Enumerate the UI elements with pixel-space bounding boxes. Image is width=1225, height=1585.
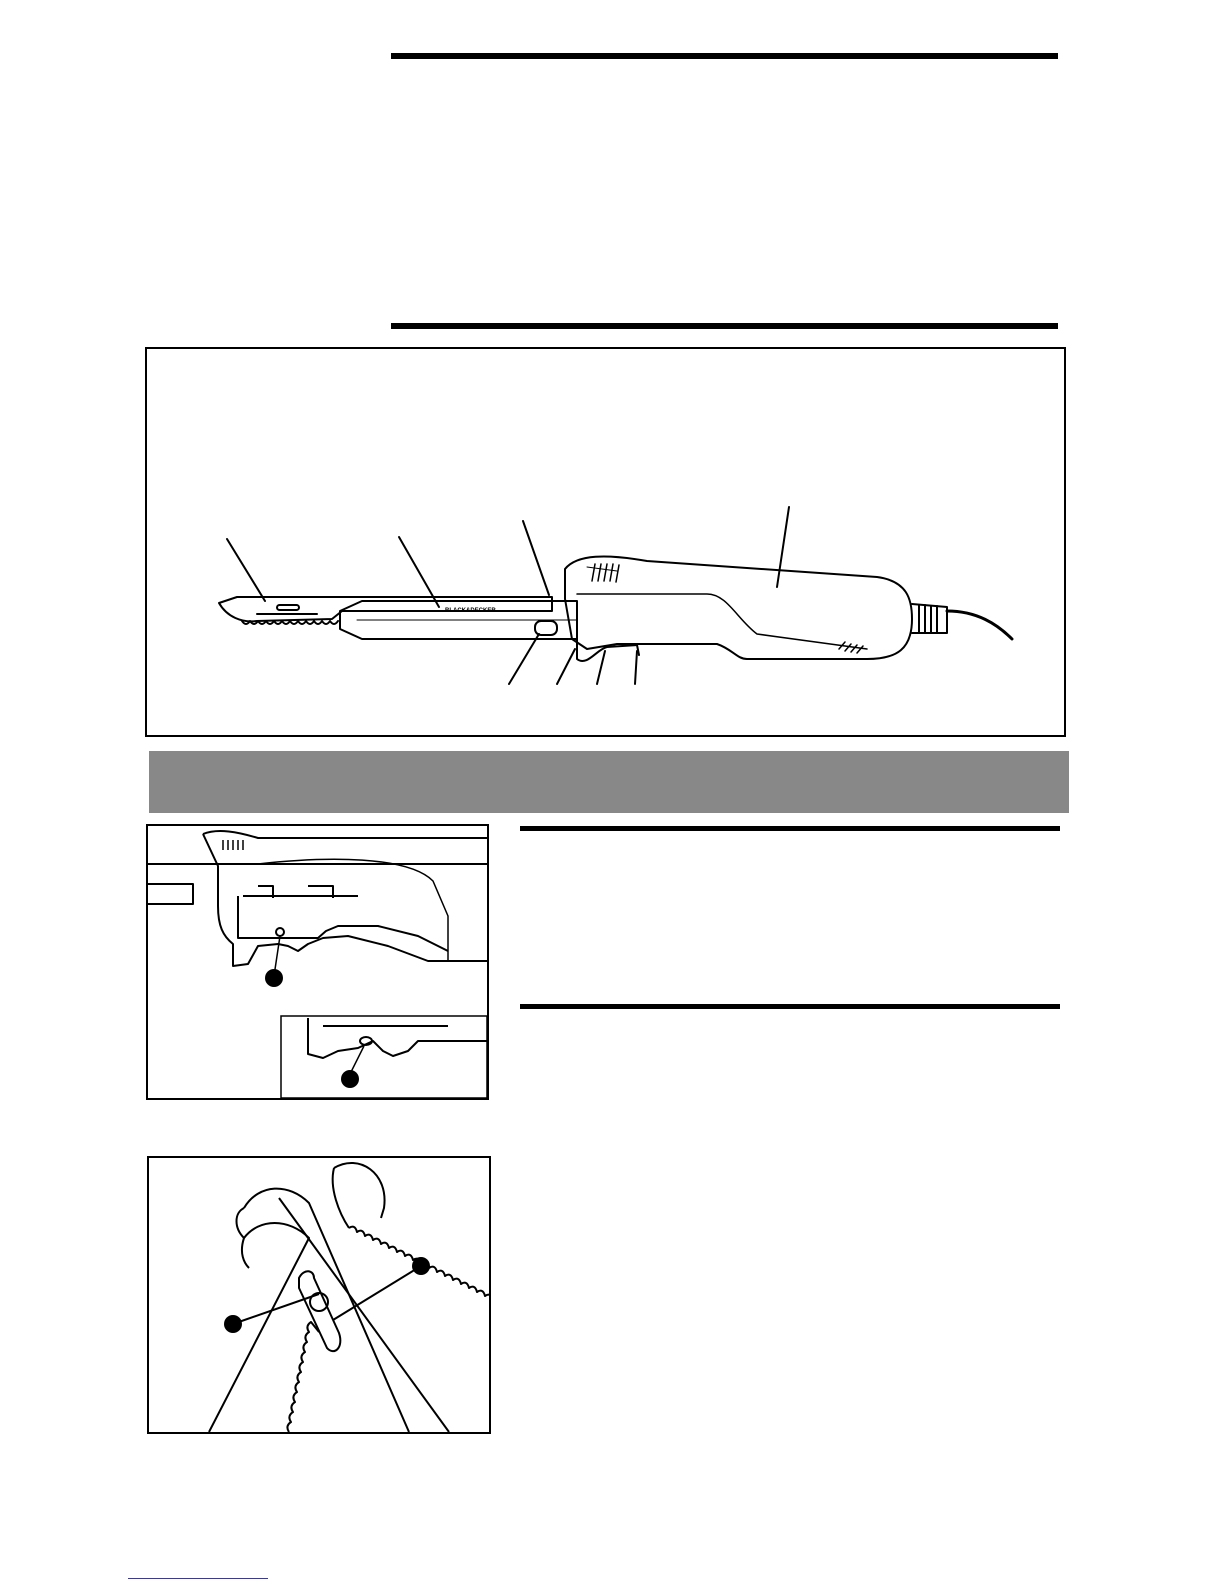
callout-line-rivet xyxy=(233,1294,319,1324)
section-rule-2 xyxy=(520,1004,1060,1009)
header-rule-bottom xyxy=(391,323,1058,329)
inset-frame xyxy=(281,1016,487,1098)
callout-line-blade-tip xyxy=(227,539,265,601)
callout-line-blade-release xyxy=(523,521,549,595)
blade-assembly-illustration xyxy=(149,1158,489,1432)
section-header-bar xyxy=(149,751,1069,813)
section-rule-1 xyxy=(520,826,1060,831)
callout-line-handle xyxy=(777,507,789,587)
trigger-shape xyxy=(577,639,639,661)
callout-line-trigger-a xyxy=(597,651,605,684)
release-button-shape xyxy=(535,621,557,635)
brand-mark: BLACK&DECKER xyxy=(445,608,496,614)
footer-link[interactable] xyxy=(128,1578,268,1579)
callout-line-guard xyxy=(557,649,575,684)
handle-closeup-illustration xyxy=(148,826,487,1098)
callout-dot-rivet xyxy=(224,1315,242,1333)
callout-line-release-button xyxy=(509,634,539,684)
power-cord xyxy=(947,611,1012,639)
figure-blade-assembly xyxy=(147,1156,491,1434)
callout-dot-b xyxy=(341,1070,359,1088)
callout-line-slot xyxy=(333,1266,421,1320)
callout-line-trigger-b xyxy=(635,651,637,684)
callout-dot-a xyxy=(265,969,283,987)
blade-slot xyxy=(277,605,299,610)
figure-handle-closeup xyxy=(146,824,489,1100)
product-diagram-box xyxy=(145,347,1066,737)
electric-knife-illustration xyxy=(147,349,1064,735)
header-rule-top xyxy=(391,53,1058,59)
callout-dot-slot xyxy=(412,1257,430,1275)
